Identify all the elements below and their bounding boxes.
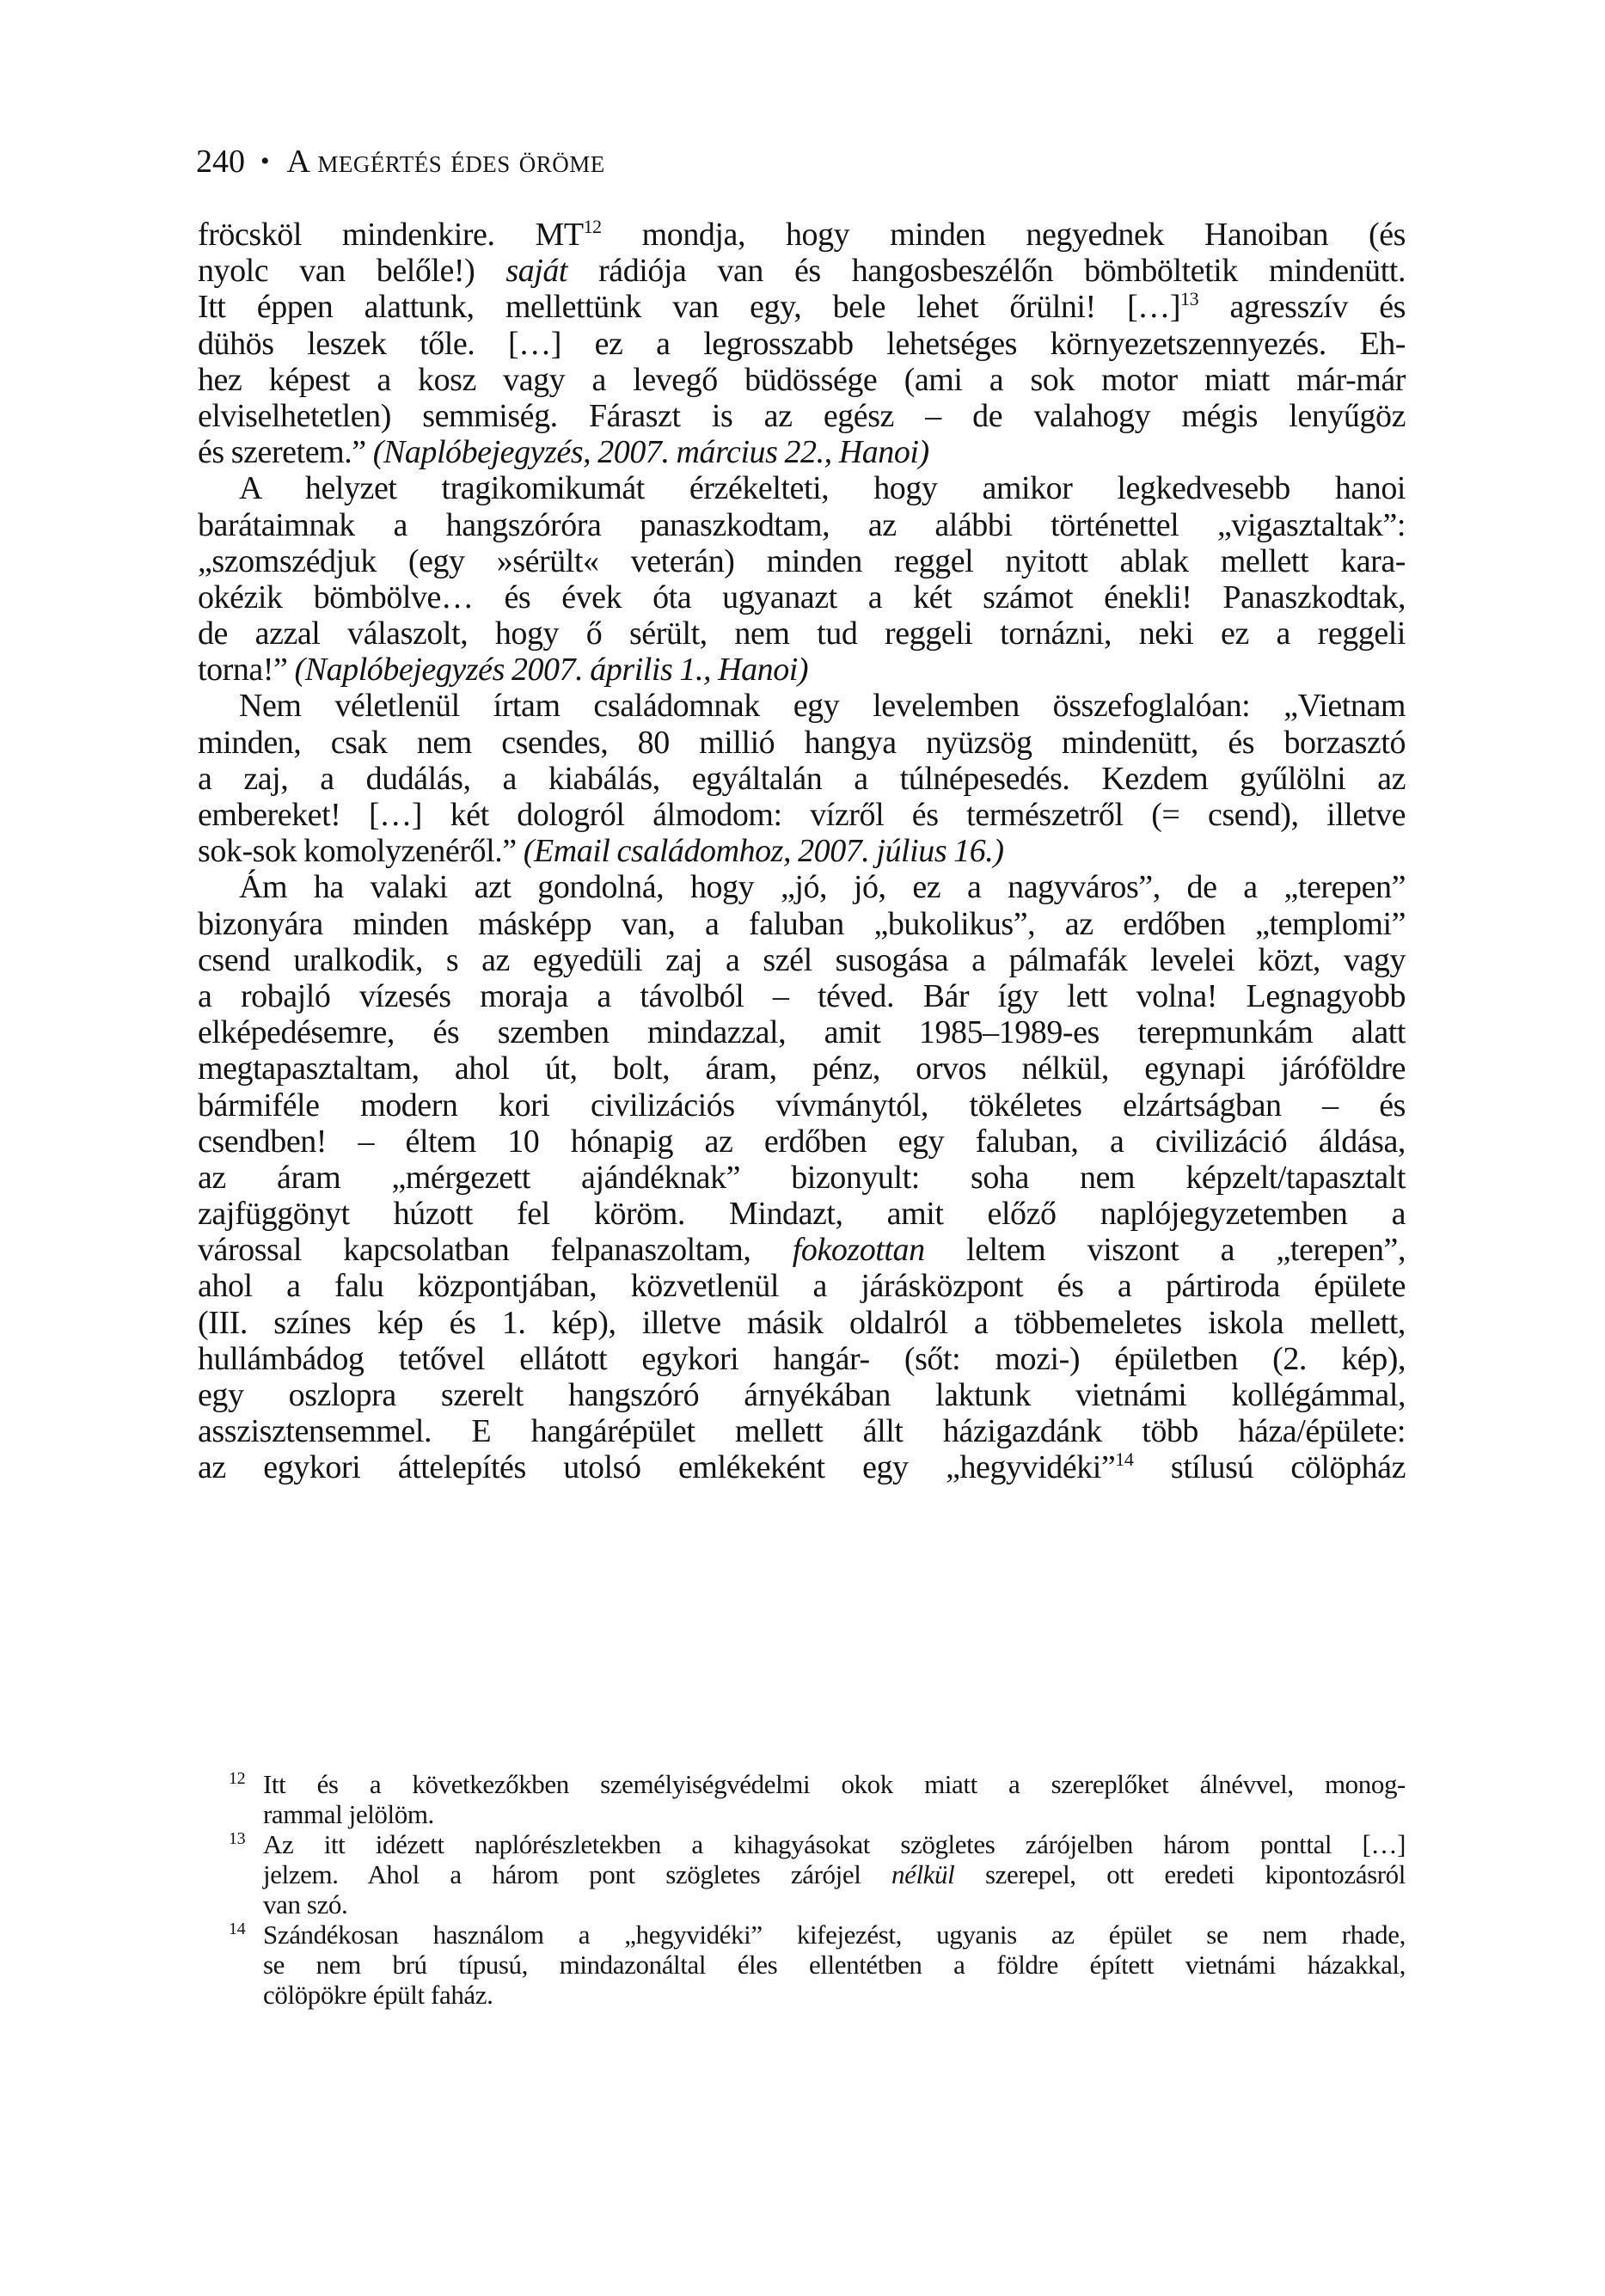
text-run: szerepel, ott eredeti kipontozásról bbox=[954, 1859, 1406, 1889]
text-run: jelzem. Ahol a három pont szögletes zárójel bbox=[263, 1859, 891, 1889]
footnote-ref: 12 bbox=[583, 216, 602, 237]
footnote-line bbox=[229, 1919, 1406, 1950]
italic-text: (Naplóbejegyzés 2007. április 1., Hanoi) bbox=[294, 652, 809, 689]
footnote-13 bbox=[229, 1829, 1406, 1919]
footnote-line bbox=[229, 1980, 1406, 2010]
page-number: 240 bbox=[196, 144, 245, 180]
text-run: az egykori áttelepítés utolsó emlékeként egy „hegyvidéki” bbox=[198, 1449, 1116, 1486]
text-run: Ám ha valaki azt gondolná, hogy „jó, jó, ez a nagyváros”, de a „terepen” bbox=[239, 869, 1406, 906]
text-line bbox=[198, 1232, 1406, 1268]
footnote-line bbox=[229, 1889, 1406, 1919]
text-line bbox=[198, 1014, 1406, 1050]
italic-text: nélkül bbox=[891, 1859, 955, 1889]
text-line bbox=[198, 1377, 1406, 1413]
footnote-ref: 14 bbox=[1115, 1448, 1134, 1471]
footnote-number: 14 bbox=[229, 1919, 246, 1938]
footnote-line bbox=[229, 1859, 1406, 1889]
text-run: rádiója van és hangosbeszélőn bömböltetik mindenütt. bbox=[567, 253, 1406, 290]
italic-text: saját bbox=[505, 253, 568, 290]
text-line bbox=[198, 1341, 1406, 1377]
text-line bbox=[198, 398, 1406, 434]
text-run: embereket! […] két dologról álmodom: vízről és természetről (= csend), illetve bbox=[198, 797, 1406, 833]
text-run: hez képest a kosz vagy a levegő büdössége (ami a sok motor miatt már-már bbox=[198, 361, 1406, 398]
text-run: mondja, hogy minden negyednek Hanoiban (és bbox=[601, 217, 1406, 253]
text-line bbox=[198, 289, 1406, 325]
text-line bbox=[198, 1087, 1406, 1124]
text-run: van szó. bbox=[263, 1889, 348, 1919]
text-line bbox=[198, 1449, 1406, 1485]
text-run: hullámbádog tetővel ellátott egykori hangár- (sőt: mozi-) épületben (2. kép), bbox=[198, 1340, 1406, 1377]
text-run: stílusú cölöpház bbox=[1133, 1449, 1406, 1486]
text-line bbox=[198, 1413, 1406, 1449]
text-run: torna!” bbox=[198, 652, 295, 689]
text-run: elképedésemre, és szemben mindazzal, amit 1985–1989-es terepmunkám alatt bbox=[198, 1014, 1406, 1051]
footnote-line bbox=[229, 1769, 1406, 1799]
text-run: Itt éppen alattunk, mellettünk van egy, bele lehet őrülni! […] bbox=[198, 289, 1181, 326]
text-line bbox=[198, 906, 1406, 942]
text-line bbox=[198, 725, 1406, 761]
body-text bbox=[198, 217, 1406, 1486]
italic-text: fokozottan bbox=[792, 1232, 925, 1269]
text-line bbox=[198, 543, 1406, 579]
text-run: a zaj, a dudálás, a kiabálás, egyáltalán a túlnépesedés. Kezdem gyűlölni az bbox=[198, 760, 1406, 797]
text-run: okézik bömbölve… és évek óta ugyanazt a két számot énekli! Panaszkodtak, bbox=[198, 579, 1406, 615]
text-run: csend uralkodik, s az egyedüli zaj a szél susogása a pálmafák levelei közt, vagy bbox=[198, 941, 1406, 978]
footnote-line bbox=[229, 1950, 1406, 1980]
text-line bbox=[198, 507, 1406, 543]
italic-text: (Naplóbejegyzés, 2007. március 22., Hanoi) bbox=[372, 434, 929, 471]
text-run: várossal kapcsolatban felpanaszoltam, bbox=[198, 1232, 793, 1269]
text-run: csendben! – éltem 10 hónapig az erdőben egy faluban, a civilizáció áldása, bbox=[198, 1123, 1406, 1160]
book-title: A megértés édes öröme bbox=[286, 144, 605, 180]
text-run: Szándékosan használom a „hegyvidéki” kifejezést, ugyanis az épület se nem rhade, bbox=[263, 1919, 1406, 1950]
text-line bbox=[198, 1305, 1406, 1341]
text-line bbox=[198, 579, 1406, 615]
text-line bbox=[198, 217, 1406, 253]
text-line bbox=[198, 978, 1406, 1014]
footnote-14 bbox=[229, 1919, 1406, 2010]
footnote-number: 12 bbox=[229, 1769, 246, 1788]
text-run: sok-sok komolyzenéről.” bbox=[198, 833, 524, 870]
text-line bbox=[198, 761, 1406, 797]
text-line bbox=[198, 869, 1406, 905]
text-run: agresszív és bbox=[1198, 289, 1406, 326]
italic-text: (Email családomhoz, 2007. július 16.) bbox=[523, 833, 1004, 870]
text-run: de azzal válaszolt, hogy ő sérült, nem tud reggeli tornázni, neki ez a reggeli bbox=[198, 615, 1406, 652]
text-run: és szeretem.” bbox=[198, 434, 373, 471]
footnote-line bbox=[229, 1799, 1406, 1829]
text-run: Az itt idézett naplórészletekben a kihagyásokat szögletes zárójelben három ponttal […] bbox=[263, 1829, 1406, 1859]
text-run: barátaimnak a hangszóróra panaszkodtam, az alábbi történettel „vigasztaltak”: bbox=[198, 506, 1406, 543]
text-line bbox=[198, 797, 1406, 833]
text-run: Nem véletlenül írtam családomnak egy levelemben összefoglalóan: „Vietnam bbox=[239, 688, 1406, 725]
text-line bbox=[198, 1268, 1406, 1304]
text-run: zajfüggönyt húzott fel köröm. Mindazt, amit előző naplójegyzetemben a bbox=[198, 1196, 1406, 1233]
text-run: elviselhetetlen) semmiség. Fáraszt is az egész – de valahogy mégis lenyűgöz bbox=[198, 397, 1406, 434]
text-line bbox=[198, 470, 1406, 506]
footnote-12 bbox=[229, 1769, 1406, 1829]
text-run: ahol a falu központjában, közvetlenül a járásközpont és a pártiroda épülete bbox=[198, 1268, 1406, 1305]
text-run: bizonyára minden másképp van, a faluban „bukolikus”, az erdőben „templomi” bbox=[198, 905, 1406, 942]
text-run: cölöpökre épült faház. bbox=[263, 1980, 493, 2010]
text-run: fröcsköl mindenkire. MT bbox=[198, 217, 584, 253]
text-run: egy oszlopra szerelt hangszóró árnyékában laktunk vietnámi kollégámmal, bbox=[198, 1377, 1406, 1413]
text-line bbox=[198, 833, 1406, 869]
text-line bbox=[198, 1160, 1406, 1196]
text-run: a robajló vízesés moraja a távolból – téved. Bár így lett volna! Legnagyobb bbox=[198, 977, 1406, 1014]
text-run: dühös leszek tőle. […] ez a legrosszabb lehetséges környezetszennyezés. Eh- bbox=[198, 325, 1406, 362]
footnote-number: 13 bbox=[229, 1829, 246, 1848]
text-line bbox=[198, 434, 1406, 470]
text-run: minden, csak nem csendes, 80 millió hangya nyüzsög mindenütt, és borzasztó bbox=[198, 724, 1406, 761]
text-line bbox=[198, 362, 1406, 398]
footnote-ref: 13 bbox=[1180, 288, 1199, 310]
text-run: A helyzet tragikomikumát érzékelteti, hogy amikor legkedvesebb hanoi bbox=[239, 470, 1406, 507]
text-run: az áram „mérgezett ajándéknak” bizonyult: soha nem képzelt/tapasztalt bbox=[198, 1159, 1406, 1196]
text-run: leltem viszont a „terepen”, bbox=[924, 1232, 1406, 1269]
text-run: se nem brú típusú, mindazonáltal éles ellentétben a földre épített vietnámi házakkal, bbox=[263, 1950, 1406, 1980]
text-line bbox=[198, 253, 1406, 289]
text-line bbox=[198, 1050, 1406, 1087]
text-line bbox=[198, 326, 1406, 362]
text-line bbox=[198, 615, 1406, 652]
text-run: megtapasztaltam, ahol út, bolt, áram, pénz, orvos nélkül, egynapi járóföldre bbox=[198, 1050, 1406, 1087]
text-run: „szomszédjuk (egy »sérült« veterán) minden reggel nyitott ablak mellett kara- bbox=[198, 542, 1406, 579]
footnotes bbox=[229, 1769, 1406, 2010]
text-run: (III. színes kép és 1. kép), illetve másik oldalról a többemeletes iskola mellett, bbox=[198, 1304, 1406, 1341]
text-run: nyolc van belőle!) bbox=[198, 253, 506, 290]
text-run: asszisztensemmel. E hangárépület mellett állt házigazdánk több háza/épülete: bbox=[198, 1413, 1406, 1450]
text-line bbox=[198, 942, 1406, 978]
footnote-line bbox=[229, 1829, 1406, 1859]
text-line bbox=[198, 652, 1406, 688]
text-run: rammal jelölöm. bbox=[263, 1799, 434, 1829]
text-run: Itt és a következőkben személyiségvédelmi okok miatt a szereplőket álnévvel, monog- bbox=[263, 1769, 1406, 1799]
running-head bbox=[196, 143, 605, 183]
text-line bbox=[198, 1196, 1406, 1232]
text-line bbox=[198, 1124, 1406, 1160]
bullet-separator: • bbox=[260, 147, 270, 175]
text-line bbox=[198, 688, 1406, 724]
text-run: bármiféle modern kori civilizációs vívmánytól, tökéletes elzártságban – és bbox=[198, 1087, 1406, 1124]
